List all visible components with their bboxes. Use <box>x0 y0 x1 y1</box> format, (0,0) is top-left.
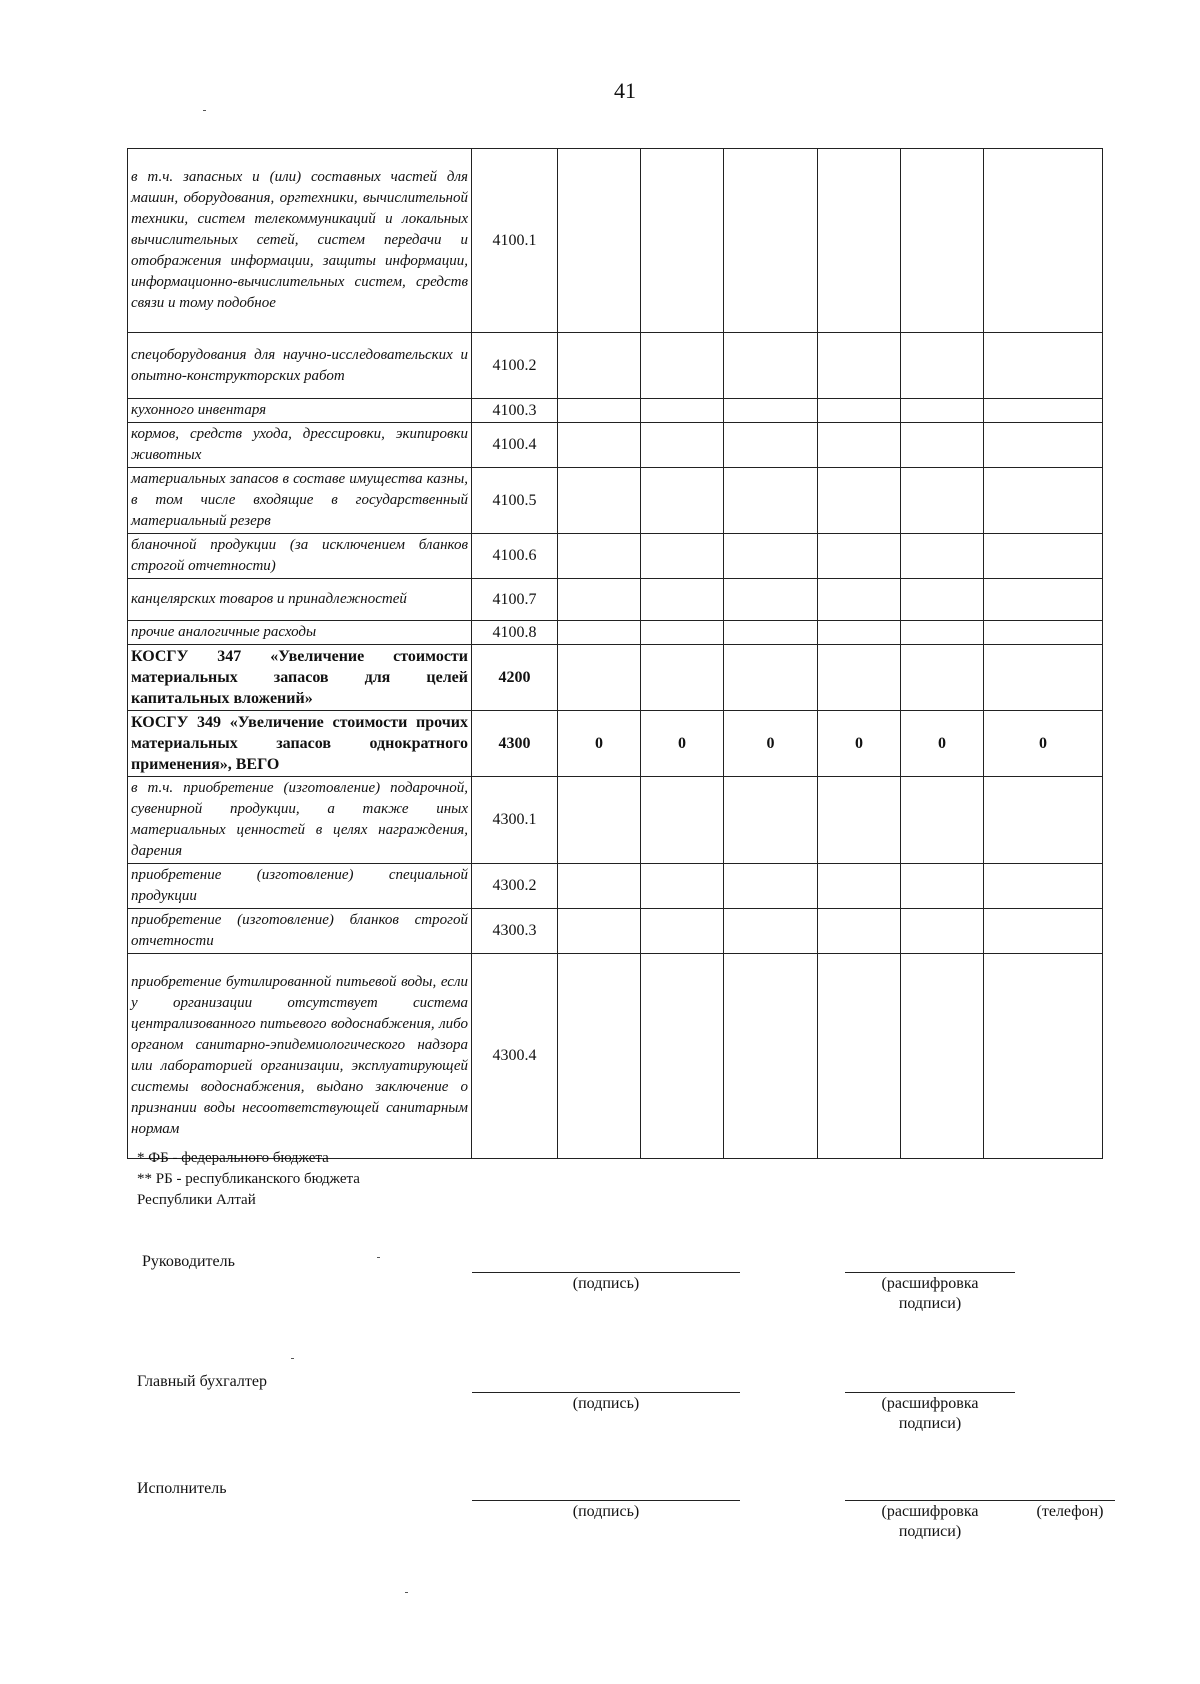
report-table <box>127 148 1103 1159</box>
value-cell[interactable] <box>724 645 818 711</box>
table-row <box>128 864 1103 909</box>
row-code: 4100.6 <box>472 534 558 579</box>
value-cell[interactable] <box>818 423 901 468</box>
row-code: 4300.1 <box>472 777 558 864</box>
value-cell[interactable] <box>641 423 724 468</box>
scan-speck <box>405 1592 408 1593</box>
row-description: приобретение бутилированной питьевой воды, если у организации отсутствует система централизованного питьевого водоснабжения, либо органом санитарно-эпидемиологического надзора или лабораторией организации, эксплуатирующей системы водоснабжения, выдано заключение о признании воды несоответствующей санитарным нормам <box>128 954 472 1159</box>
chief-accountant-decode-line[interactable] <box>845 1392 1015 1393</box>
value-cell[interactable] <box>901 909 984 954</box>
value-cell[interactable] <box>901 864 984 909</box>
row-description: материальных запасов в составе имущества казны, в том числе входящие в государственный материальный резерв <box>128 468 472 534</box>
value-cell[interactable] <box>641 534 724 579</box>
table-row <box>128 333 1103 399</box>
value-cell[interactable] <box>558 579 641 621</box>
chief-accountant-decode-caption <box>845 1394 1015 1434</box>
value-cell[interactable] <box>558 534 641 579</box>
value-cell[interactable] <box>724 579 818 621</box>
row-description: приобретение (изготовление) специальной продукции <box>128 864 472 909</box>
value-cell[interactable]: 0 <box>984 711 1103 777</box>
table-row <box>128 399 1103 423</box>
value-cell[interactable] <box>558 333 641 399</box>
footnote-rb: ** РБ - республиканского бюджета <box>137 1171 360 1187</box>
value-cell[interactable] <box>818 621 901 645</box>
value-cell[interactable] <box>901 777 984 864</box>
value-cell[interactable] <box>984 954 1103 1159</box>
value-cell[interactable] <box>984 333 1103 399</box>
value-cell[interactable] <box>641 468 724 534</box>
row-code: 4300.3 <box>472 909 558 954</box>
value-cell[interactable] <box>724 399 818 423</box>
scan-speck <box>291 1358 294 1359</box>
value-cell[interactable] <box>818 777 901 864</box>
value-cell[interactable]: 0 <box>558 711 641 777</box>
row-code: 4100.2 <box>472 333 558 399</box>
value-cell[interactable]: 0 <box>818 711 901 777</box>
value-cell[interactable] <box>818 909 901 954</box>
executor-signature-line[interactable] <box>472 1500 740 1501</box>
value-cell[interactable] <box>724 468 818 534</box>
value-cell[interactable] <box>984 149 1103 333</box>
table-row <box>128 468 1103 534</box>
value-cell[interactable] <box>901 579 984 621</box>
value-cell[interactable] <box>901 423 984 468</box>
row-code: 4100.5 <box>472 468 558 534</box>
value-cell[interactable] <box>558 423 641 468</box>
value-cell[interactable] <box>984 423 1103 468</box>
row-description: кормов, средств ухода, дрессировки, экипировки животных <box>128 423 472 468</box>
value-cell[interactable] <box>558 621 641 645</box>
value-cell[interactable] <box>641 621 724 645</box>
table-row <box>128 149 1103 333</box>
row-code: 4300.4 <box>472 954 558 1159</box>
row-code: 4100.1 <box>472 149 558 333</box>
value-cell[interactable] <box>901 333 984 399</box>
row-description: в т.ч. приобретение (изготовление) подарочной, сувенирной продукции, а также иных материальных ценностей в целях награждения, дарения <box>128 777 472 864</box>
value-cell[interactable] <box>558 864 641 909</box>
footnote-fb: * ФБ - федерального бюджета <box>137 1150 329 1166</box>
value-cell[interactable] <box>558 468 641 534</box>
value-cell[interactable] <box>641 777 724 864</box>
value-cell[interactable] <box>641 645 724 711</box>
value-cell[interactable] <box>558 777 641 864</box>
row-code: 4300 <box>472 711 558 777</box>
row-description: КОСГУ 347 «Увеличение стоимости материальных запасов для целей капитальных вложений» <box>128 645 472 711</box>
head-decode-caption-line1: (расшифровка <box>881 1275 979 1292</box>
chief-accountant-label: Главный бухгалтер <box>137 1373 267 1390</box>
head-decode-line[interactable] <box>845 1272 1015 1273</box>
value-cell[interactable] <box>818 645 901 711</box>
executor-label: Исполнитель <box>137 1480 227 1497</box>
value-cell[interactable] <box>724 621 818 645</box>
head-decode-caption <box>845 1274 1015 1314</box>
table-row <box>128 645 1103 711</box>
value-cell[interactable]: 0 <box>724 711 818 777</box>
value-cell[interactable] <box>724 954 818 1159</box>
table-row <box>128 954 1103 1159</box>
value-cell[interactable] <box>641 399 724 423</box>
chief-accountant-decode-caption-line1: (расшифровка <box>881 1395 979 1412</box>
value-cell[interactable] <box>558 149 641 333</box>
head-label: Руководитель <box>142 1253 235 1270</box>
head-signature-caption: (подпись) <box>572 1275 640 1292</box>
scan-speck <box>203 110 206 111</box>
value-cell[interactable] <box>558 645 641 711</box>
value-cell[interactable]: 0 <box>901 711 984 777</box>
value-cell[interactable] <box>818 399 901 423</box>
row-code: 4200 <box>472 645 558 711</box>
row-description: кухонного инвентаря <box>128 399 472 423</box>
executor-phone-caption: (телефон) <box>1036 1503 1104 1520</box>
row-description: бланочной продукции (за исключением бланков строгой отчетности) <box>128 534 472 579</box>
row-description: прочие аналогичные расходы <box>128 621 472 645</box>
executor-decode-line[interactable] <box>845 1500 1115 1501</box>
value-cell[interactable] <box>724 534 818 579</box>
value-cell[interactable] <box>984 864 1103 909</box>
value-cell[interactable] <box>984 579 1103 621</box>
value-cell[interactable] <box>724 423 818 468</box>
value-cell[interactable] <box>818 333 901 399</box>
value-cell[interactable] <box>641 864 724 909</box>
value-cell[interactable] <box>558 399 641 423</box>
value-cell[interactable] <box>984 468 1103 534</box>
row-code: 4300.2 <box>472 864 558 909</box>
row-code: 4100.4 <box>472 423 558 468</box>
value-cell[interactable] <box>818 954 901 1159</box>
row-description: в т.ч. запасных и (или) составных частей для машин, оборудования, оргтехники, вычислительной техники, систем телекоммуникаций и локальных вычислительных сетей, систем передачи и отображения информации, защиты информации, информационно-вычислительных систем, средств связи и тому подобное <box>128 149 472 333</box>
executor-decode-caption <box>845 1502 1015 1542</box>
value-cell[interactable] <box>901 621 984 645</box>
value-cell[interactable] <box>984 909 1103 954</box>
value-cell[interactable] <box>724 909 818 954</box>
page-number: 41 <box>614 78 636 103</box>
value-cell[interactable] <box>901 399 984 423</box>
head-signature-line[interactable] <box>472 1272 740 1273</box>
value-cell[interactable] <box>901 954 984 1159</box>
value-cell[interactable] <box>724 333 818 399</box>
table-row <box>128 777 1103 864</box>
table-row <box>128 909 1103 954</box>
executor-decode-caption-line1: (расшифровка <box>881 1503 979 1520</box>
value-cell[interactable] <box>641 333 724 399</box>
value-cell[interactable] <box>984 534 1103 579</box>
chief-accountant-signature-line[interactable] <box>472 1392 740 1393</box>
executor-decode-caption-line2: подписи) <box>898 1523 962 1540</box>
value-cell[interactable] <box>984 621 1103 645</box>
row-code: 4100.8 <box>472 621 558 645</box>
value-cell[interactable] <box>818 149 901 333</box>
row-code: 4100.7 <box>472 579 558 621</box>
value-cell[interactable]: 0 <box>641 711 724 777</box>
value-cell[interactable] <box>818 468 901 534</box>
value-cell[interactable] <box>818 864 901 909</box>
value-cell[interactable] <box>818 579 901 621</box>
value-cell[interactable] <box>984 777 1103 864</box>
table-row <box>128 579 1103 621</box>
footnote-rb-region: Республики Алтай <box>137 1192 256 1208</box>
value-cell[interactable] <box>901 534 984 579</box>
value-cell[interactable] <box>984 645 1103 711</box>
executor-signature-caption: (подпись) <box>572 1503 640 1520</box>
value-cell[interactable] <box>724 777 818 864</box>
row-description: канцелярских товаров и принадлежностей <box>128 579 472 621</box>
table-row <box>128 423 1103 468</box>
value-cell[interactable] <box>641 909 724 954</box>
table-row <box>128 711 1103 777</box>
chief-accountant-decode-caption-line2: подписи) <box>898 1415 962 1432</box>
value-cell[interactable] <box>558 909 641 954</box>
chief-accountant-signature-caption: (подпись) <box>572 1395 640 1412</box>
value-cell[interactable] <box>724 864 818 909</box>
value-cell[interactable] <box>558 954 641 1159</box>
value-cell[interactable] <box>901 645 984 711</box>
row-description: спецоборудования для научно-исследовательских и опытно-конструкторских работ <box>128 333 472 399</box>
head-decode-caption-line2: подписи) <box>898 1295 962 1312</box>
row-code: 4100.3 <box>472 399 558 423</box>
value-cell[interactable] <box>641 954 724 1159</box>
footnotes <box>137 1148 360 1211</box>
value-cell[interactable] <box>641 149 724 333</box>
scan-speck <box>377 1257 380 1258</box>
value-cell[interactable] <box>818 534 901 579</box>
value-cell[interactable] <box>901 149 984 333</box>
row-description: приобретение (изготовление) бланков строгой отчетности <box>128 909 472 954</box>
row-description: КОСГУ 349 «Увеличение стоимости прочих материальных запасов однократного применения», ВЕГО <box>128 711 472 777</box>
value-cell[interactable] <box>984 399 1103 423</box>
table-row <box>128 534 1103 579</box>
value-cell[interactable] <box>901 468 984 534</box>
value-cell[interactable] <box>641 579 724 621</box>
table-row <box>128 621 1103 645</box>
value-cell[interactable] <box>724 149 818 333</box>
